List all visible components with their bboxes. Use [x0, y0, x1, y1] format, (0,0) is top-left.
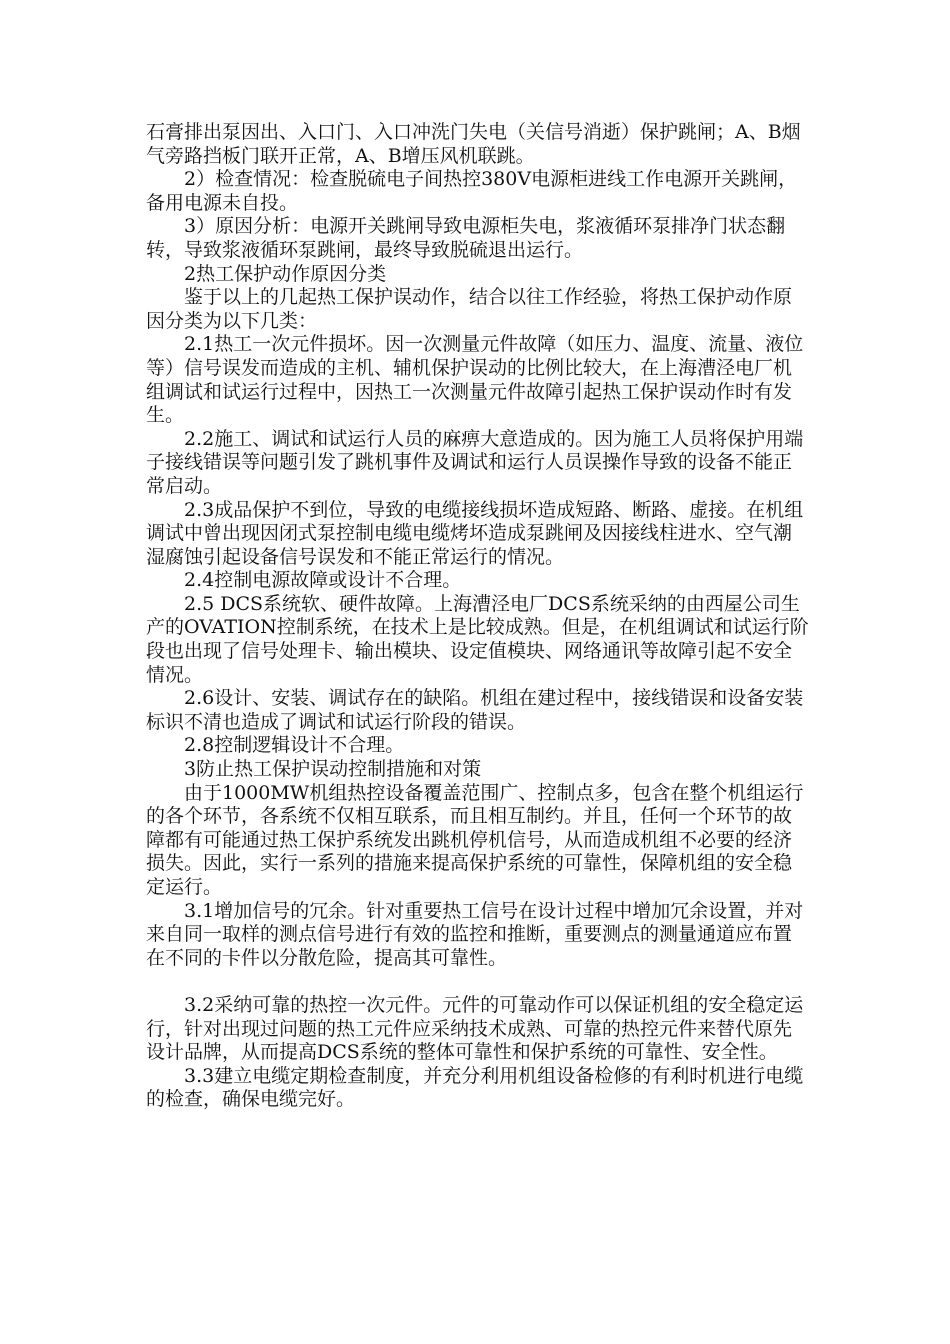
paragraph-gap — [146, 970, 810, 994]
paragraph-intro-3: 由于1000MW机组热控设备覆盖范围广、控制点多，包含在整个机组运行的各个环节，各系统不仅相互联系，而且相互制约。并且，任何一个环节的故障都有可能通过热工保护系统发出跳机停机信号，从而造成机组不必要的经济损失。因此，实行一系列的措施来提高保护系统的可靠性，保障机组的安全稳定运行。 — [146, 781, 804, 898]
section-heading-3: 3防止热工保护误动控制措施和对策 — [184, 758, 482, 781]
paragraph-cause-analysis: 3）原因分析：电源开关跳闸导致电源柜失电，浆液循环泵排净门状态翻转，导致浆液循环泵跳闸，最终导致脱硫退出运行。 — [146, 215, 786, 261]
paragraph-continuation: 石膏排出泵因出、入口门、入口冲洗门失电（关信号消逝）保护跳闸；A、B烟气旁路挡板门联开正常，A、B增压风机联跳。 — [146, 121, 801, 167]
paragraph-3-3: 3.3建立电缆定期检查制度，并充分利用机组设备检修的有利时机进行电缆的检查，确保电缆完好。 — [146, 1064, 804, 1111]
document-body — [146, 121, 810, 1112]
paragraph-2-1: 2.1热工一次元件损坏。因一次测量元件故障（如压力、温度、流量、液位等）信号误发而造成的主机、辅机保护误动的比例比较大，在上海漕泾电厂机组调试和试运行过程中，因热工一次测量元件故障引起热工保护误动作时有发生。 — [146, 333, 804, 427]
paragraph-2-2: 2.2施工、调试和试运行人员的麻痹大意造成的。因为施工人员将保护用端子接线错误等问题引发了跳机事件及调试和运行人员误操作导致的设备不能正常启动。 — [146, 427, 804, 497]
paragraph-2-3: 2.3成品保护不到位，导致的电缆接线损坏造成短路、断路、虚接。在机组调试中曾出现因闭式泵控制电缆电缆烤坏造成泵跳闸及因接线柱进水、空气潮湿腐蚀引起设备信号误发和不能正常运行的情况。 — [146, 498, 804, 568]
paragraph-intro-2: 鉴于以上的几起热工保护误动作，结合以往工作经验，将热工保护动作原因分类为以下几类： — [146, 286, 793, 332]
paragraph-2-8: 2.8控制逻辑设计不合理。 — [184, 734, 405, 757]
paragraph-2-5: 2.5 DCS系统软、硬件故障。上海漕泾电厂DCS系统采纳的由西屋公司生产的OVATION控制系统，在技术上是比较成熟。但是，在机组调试和试运行阶段也出现了信号处理卡、输出模块、设定值模块、网络通讯等故障引起不安全情况。 — [146, 592, 809, 686]
paragraph-2-6: 2.6设计、安装、调试存在的缺陷。机组在建过程中，接线错误和设备安装标识不清也造成了调试和试运行阶段的错误。 — [146, 687, 804, 733]
paragraph-3-2: 3.2采纳可靠的热控一次元件。元件的可靠动作可以保证机组的安全稳定运行，针对出现过问题的热工元件应采纳技术成熟、可靠的热控元件来替代原先设计品牌，从而提高DCS系统的整体可靠性和保护系统的可靠性、安全性。 — [146, 993, 804, 1064]
paragraph-inspection: 2）检查情况：检查脱硫电子间热控380V电源柜进线工作电源开关跳闸，备用电源未自投。 — [146, 168, 798, 214]
paragraph-3-1: 3.1增加信号的冗余。针对重要热工信号在设计过程中增加冗余设置，并对来自同一取样的测点信号进行有效的监控和推断，重要测点的测量通道应布置在不同的卡件以分散危险，提高其可靠性。 — [146, 899, 804, 969]
section-heading-2: 2热工保护动作原因分类 — [184, 262, 387, 285]
paragraph-2-4: 2.4控制电源故障或设计不合理。 — [184, 569, 462, 592]
